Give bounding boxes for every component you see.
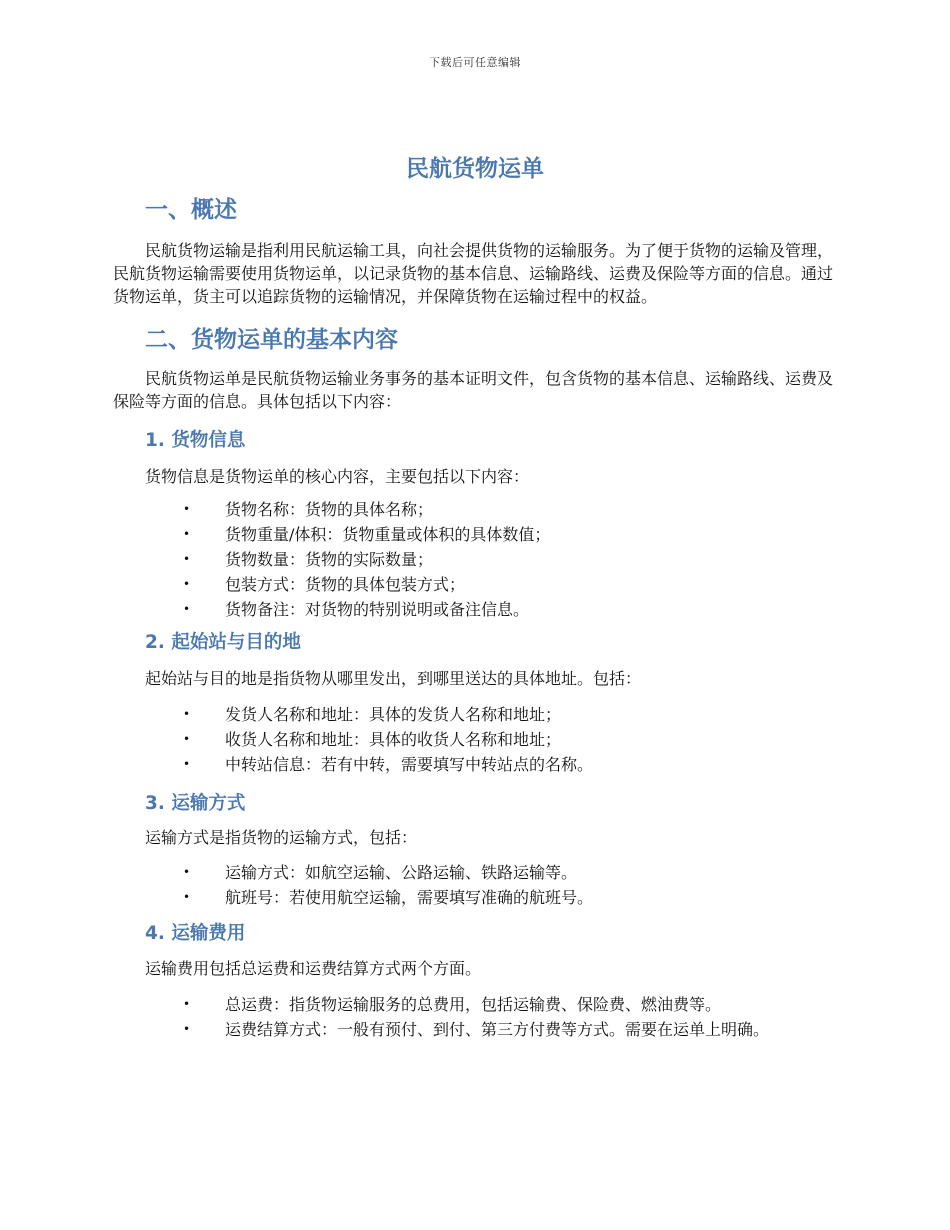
bullet-icon: • bbox=[183, 757, 191, 771]
bullet-icon: • bbox=[183, 502, 191, 516]
document-body bbox=[113, 194, 843, 1042]
basic-content-paragraph: 民航货物运单是民航货物运输业务事务的基本证明文件，包含货物的基本信息、运输路线、运费及保险等方面的信息。具体包括以下内容： bbox=[113, 369, 834, 411]
list-item: • 货物重量/体积：货物重量或体积的具体数值； bbox=[113, 522, 843, 547]
overview-paragraph: 民航货物运输是指利用民航运输工具，向社会提供货物的运输服务。为了便于货物的运输及管理，民航货物运输需要使用货物运单，以记录货物的基本信息、运输路线、运费及保险等方面的信息。通过货物运单，货主可以追踪货物的运输情况，并保障货物在运输过程中的权益。 bbox=[113, 241, 834, 306]
section-heading-overview: 一、概述 bbox=[145, 197, 237, 223]
cargo-info-lead: 货物信息是货物运单的核心内容，主要包括以下内容： bbox=[145, 467, 530, 486]
list-item: • 货物数量：货物的实际数量； bbox=[113, 547, 843, 572]
list-item: • 运输方式：如航空运输、公路运输、铁路运输等。 bbox=[113, 860, 843, 885]
origin-destination-lead: 起始站与目的地是指货物从哪里发出，到哪里送达的具体地址。包括： bbox=[145, 669, 642, 688]
page-header: 下载后可任意编辑 bbox=[429, 56, 521, 69]
list-item: • 收货人名称和地址：具体的收货人名称和地址； bbox=[113, 727, 843, 752]
bullet-icon: • bbox=[183, 707, 191, 721]
list-item: • 航班号：若使用航空运输，需要填写准确的航班号。 bbox=[113, 885, 843, 910]
transport-mode-list bbox=[113, 860, 843, 910]
list-item: • 发货人名称和地址：具体的发货人名称和地址； bbox=[113, 702, 843, 727]
origin-destination-list bbox=[113, 702, 843, 777]
transport-fees-list bbox=[113, 992, 843, 1042]
list-item: • 中转站信息：若有中转，需要填写中转站点的名称。 bbox=[113, 752, 843, 777]
bullet-icon: • bbox=[183, 527, 191, 541]
transport-fees-lead: 运输费用包括总运费和运费结算方式两个方面。 bbox=[145, 959, 482, 978]
list-item: • 包装方式：货物的具体包装方式； bbox=[113, 572, 843, 597]
subsection-heading-transport-fees: 4. 运输费用 bbox=[145, 923, 246, 944]
bullet-icon: • bbox=[183, 890, 191, 904]
cargo-info-list bbox=[113, 497, 843, 622]
section-heading-basic-content: 二、货物运单的基本内容 bbox=[145, 327, 398, 353]
bullet-icon: • bbox=[183, 1022, 191, 1036]
subsection-heading-cargo-info: 1. 货物信息 bbox=[145, 430, 246, 451]
bullet-icon: • bbox=[183, 552, 191, 566]
bullet-icon: • bbox=[183, 997, 191, 1011]
list-item: • 运费结算方式：一般有预付、到付、第三方付费等方式。需要在运单上明确。 bbox=[145, 1017, 843, 1042]
bullet-icon: • bbox=[183, 602, 191, 616]
list-item: • 货物备注：对货物的特别说明或备注信息。 bbox=[113, 597, 843, 622]
document-title: 民航货物运单 bbox=[406, 156, 544, 182]
transport-mode-lead: 运输方式是指货物的运输方式，包括： bbox=[145, 828, 418, 847]
bullet-icon: • bbox=[183, 865, 191, 879]
list-item: • 总运费：指货物运输服务的总费用，包括运输费、保险费、燃油费等。 bbox=[113, 992, 843, 1017]
subsection-heading-transport-mode: 3. 运输方式 bbox=[145, 793, 246, 814]
bullet-icon: • bbox=[183, 577, 191, 591]
list-item: • 货物名称：货物的具体名称； bbox=[113, 497, 843, 522]
bullet-icon: • bbox=[183, 732, 191, 746]
subsection-heading-origin-destination: 2. 起始站与目的地 bbox=[145, 632, 301, 653]
